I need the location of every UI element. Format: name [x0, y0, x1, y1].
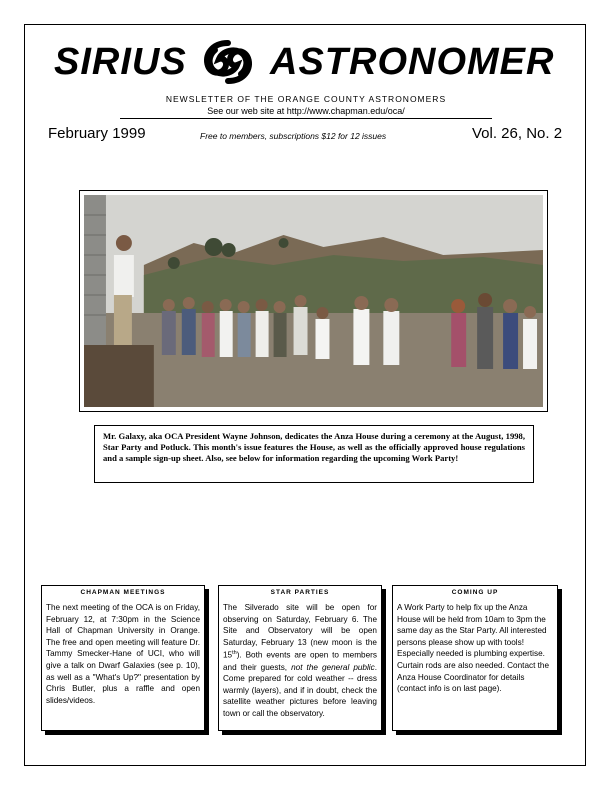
- box-body-sup: th: [232, 650, 237, 657]
- issue-date: February 1999: [48, 125, 146, 142]
- box-heading: COMING UP: [451, 589, 499, 596]
- swirl-logo-icon: [200, 39, 256, 85]
- box-body: The next meeting of the OCA is on Friday, February 12, at 7:30pm in the Science Hall of Chapman University in Orange. The free and open meeting will feature Dr. Tammy Smecker-Hane of UCI, who will give a talk on Dwarf Galaxies (see p. 10), as well as a "What's Up?" presentation by Chris Butler, plus a raffle and open slides/videos.: [46, 603, 200, 705]
- star-parties-box: [218, 585, 382, 731]
- subscription-note: Free to members, subscriptions $12 for 12 issues: [200, 131, 387, 141]
- header-divider: [120, 118, 492, 119]
- box-body-pre: The Silverado site will be open for observing on Saturday, February 6. The Site and Observatory will be open Saturday, February 13 (new moon is the 15: [223, 603, 377, 661]
- coming-up-box: [392, 585, 558, 731]
- masthead-title-right: ASTRONOMER: [270, 41, 555, 83]
- masthead-title-left: SIRIUS: [54, 41, 187, 83]
- chapman-meetings-box: [41, 585, 205, 731]
- photo-caption: Mr. Galaxy, aka OCA President Wayne Johnson, dedicates the Anza House during a ceremony at the August, 1998, Star Party and Potluck. This month's issue features the House, as well as the officially approved house regulations and a sample sign-up sheet. Also, see below for information regarding the upcoming Work Party!: [94, 425, 534, 483]
- newsletter-subtitle: NEWSLETTER OF THE ORANGE COUNTY ASTRONOMERS: [165, 94, 447, 104]
- box-body: A Work Party to help fix up the Anza House will be held from 10am to 3pm the same day as the Star Party. All interested persons please show up with tools! Especially needed is plumbing expertise. Curtain rods are also needed. Contact the Anza House Coordinator for details (contact info is on last page).: [397, 603, 550, 694]
- issue-volume: Vol. 26, No. 2: [472, 125, 563, 142]
- box-heading: STAR PARTIES: [270, 589, 330, 596]
- box-body-post: . Come prepared for cold weather -- dress warmly (layers), and if in doubt, check the satellite weather pictures before leaving town or call the observatory.: [223, 662, 378, 719]
- box-body-mid: ). Both events are open to members and their guests,: [223, 651, 377, 672]
- photo-frame: [79, 190, 548, 412]
- masthead: [44, 38, 568, 86]
- group-photo-image: [84, 195, 543, 407]
- box-heading: CHAPMAN MEETINGS: [80, 589, 166, 596]
- website-line: See our web site at http://www.chapman.edu/oca/: [207, 106, 405, 116]
- box-body: [223, 602, 377, 720]
- box-body-emphasis: not the general public: [291, 662, 375, 672]
